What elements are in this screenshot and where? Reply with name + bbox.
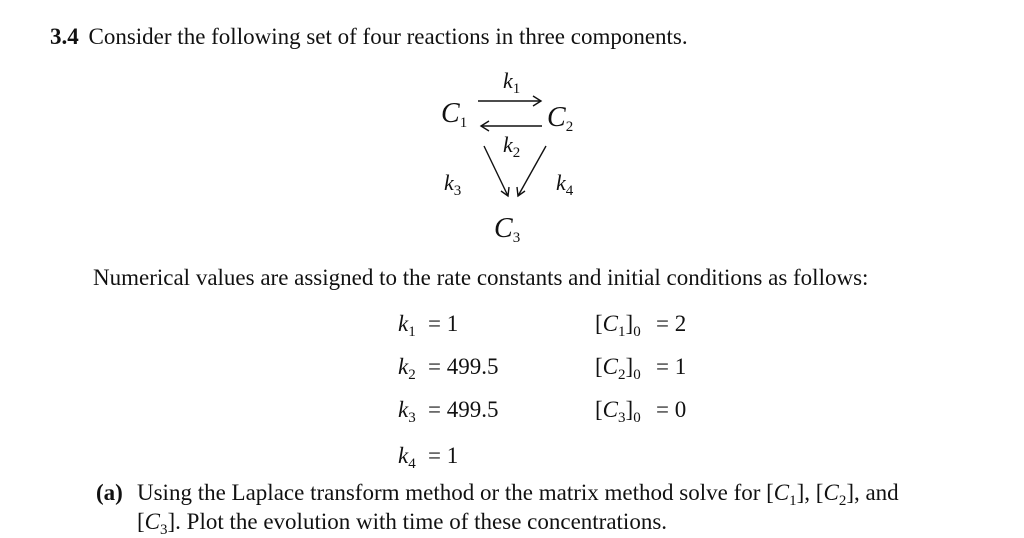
value-c2: = 1	[656, 354, 687, 379]
row-k3: $k_3$	[398, 397, 416, 426]
problem-intro: Consider the following set of four reactions in three components.	[88, 24, 688, 49]
arrow-k2-icon	[481, 121, 542, 131]
rate-label-k4: $k_4$	[556, 170, 574, 199]
arrow-k1-icon	[478, 96, 541, 106]
value-k2: = 499.5	[428, 354, 499, 379]
arrow-k3-icon	[484, 146, 509, 196]
value-k4: = 1	[428, 443, 459, 468]
row-c2: $[C_2]_0$	[595, 354, 641, 383]
row-k1: $k_1$	[398, 311, 416, 340]
value-k1: = 1	[428, 311, 459, 336]
row-c1: $[C_1]_0$	[595, 311, 641, 340]
species-c1: $C_1$	[441, 98, 468, 131]
rate-label-k2: $k_2$	[503, 132, 521, 161]
arrow-k4-icon	[517, 146, 546, 196]
species-c2: $C_2$	[547, 102, 574, 135]
row-c3: $[C_3]_0$	[595, 397, 641, 426]
part-a-line2: $[C_3]$. Plot the evolution with time of these concentrations.	[137, 509, 668, 538]
species-c3: $C_3$	[494, 213, 521, 246]
numerical-sentence: Numerical values are assigned to the rate constants and initial conditions as follows:	[93, 265, 869, 290]
value-c1: = 2	[656, 311, 687, 336]
part-a-line1: Using the Laplace transform method or the matrix method solve for $[C_1]$, $[C_2]$, and	[137, 480, 899, 509]
rate-label-k3: $k_3$	[444, 170, 462, 199]
value-k3: = 499.5	[428, 397, 499, 422]
problem-number: 3.4	[50, 24, 79, 49]
rate-label-k1: $k_1$	[503, 68, 521, 97]
row-k2: $k_2$	[398, 354, 416, 383]
value-c3: = 0	[656, 397, 687, 422]
part-a-label: (a)	[96, 480, 123, 505]
row-k4: $k_4$	[398, 443, 416, 472]
